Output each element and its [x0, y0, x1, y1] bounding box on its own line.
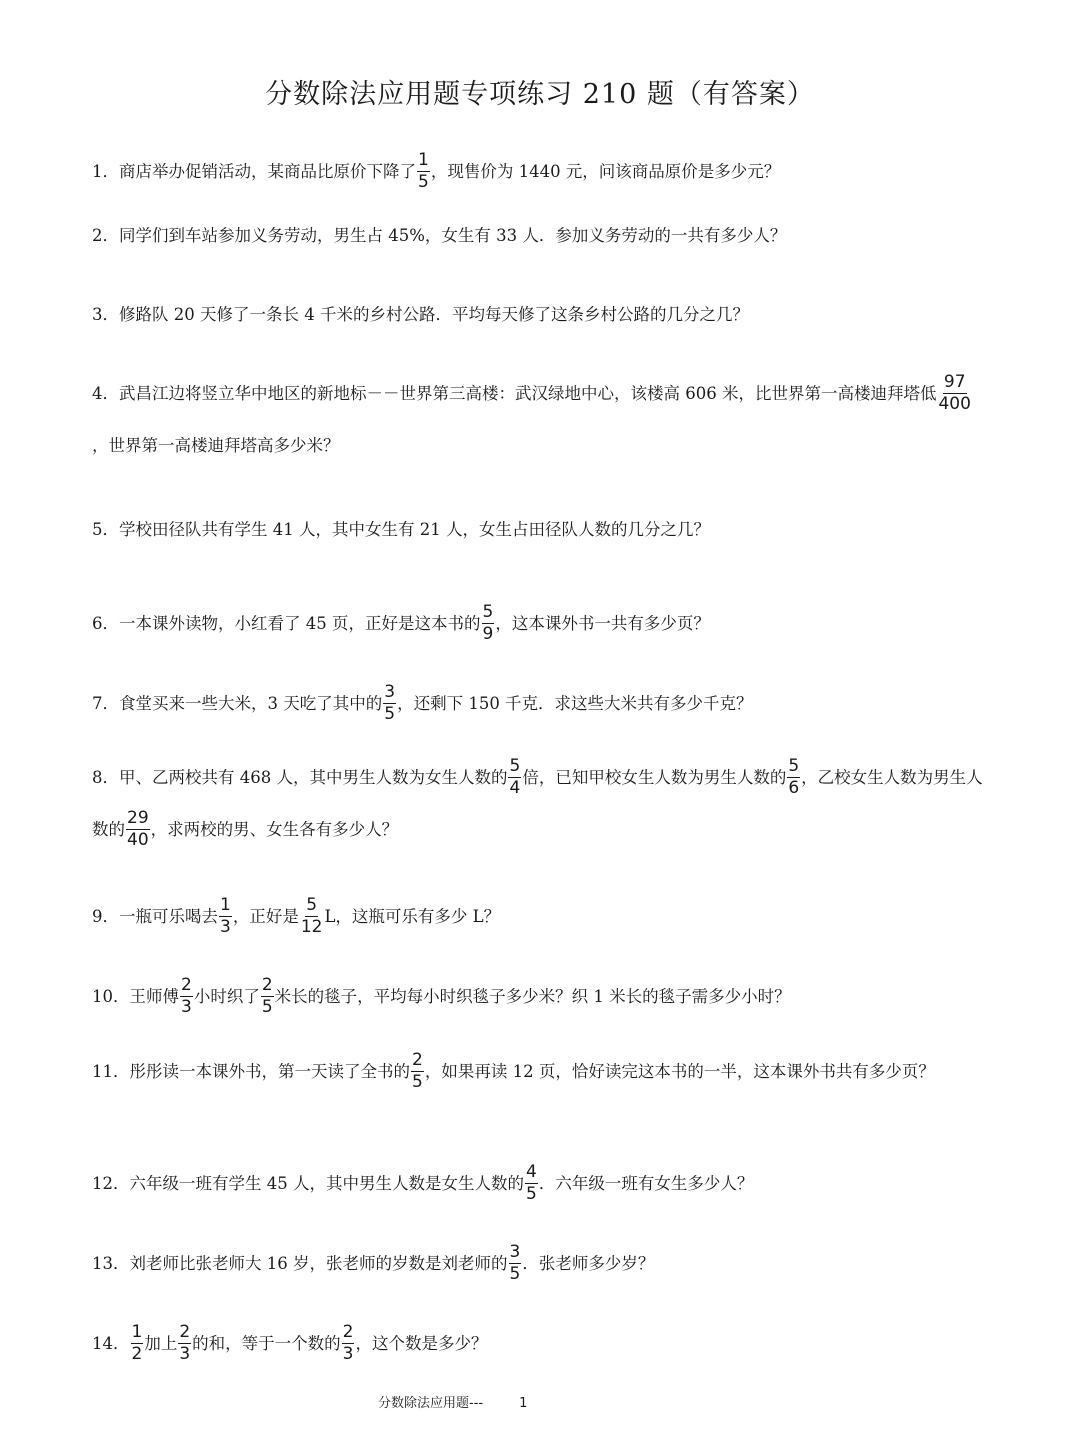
question-text: 刘老师比张老师大 16 岁，张老师的岁数是刘老师的 [129, 1254, 508, 1273]
question-text: ．六年级一班有女生多少人？ [538, 1174, 754, 1193]
question-7 [92, 684, 992, 725]
question-text: 食堂买来一些大米，3 天吃了其中的 [119, 694, 383, 713]
denominator: 5 [412, 1072, 423, 1092]
question-text: 米长的毯子，平均每小时织毯子多少米？织 1 米长的毯子需多少小时？ [274, 987, 791, 1006]
question-13 [92, 1244, 992, 1285]
question-number: 2． [92, 226, 119, 245]
page-title: 分数除法应用题专项练习 210 题（有答案） [265, 79, 815, 110]
numerator: 2 [179, 1322, 191, 1342]
question-text: 小时织了 [193, 987, 260, 1006]
numerator: 97 [943, 372, 966, 392]
numerator: 2 [342, 1322, 354, 1342]
question-number: 14． [92, 1334, 130, 1353]
denominator: 6 [788, 778, 800, 798]
fraction [126, 809, 150, 850]
question-text: 商店举办促销活动，某商品比原价下降了 [119, 162, 416, 181]
question-number: 9． [92, 907, 119, 926]
question-number: 7． [92, 694, 119, 713]
footer-label: 分数除法应用题--- [378, 1396, 484, 1411]
question-text: 倍，已知甲校女生人数为男生人数的 [522, 768, 787, 787]
fraction [937, 373, 971, 414]
numerator: 1 [220, 895, 231, 915]
question-number: 6． [92, 614, 119, 633]
denominator: 3 [181, 997, 192, 1017]
page-footer [378, 1392, 527, 1411]
numerator: 5 [509, 756, 521, 776]
question-text: 学校田径队共有学生 41 人，其中女生有 21 人，女生占田径队人数的几分之几？ [119, 520, 710, 539]
denominator: 9 [482, 624, 494, 644]
denominator: 5 [509, 1264, 521, 1284]
question-8 [92, 752, 987, 856]
question-number: 12． [92, 1174, 130, 1193]
question-6 [92, 604, 992, 645]
question-number: 4． [92, 384, 119, 403]
question-text: 一本课外读物，小红看了 45 页，正好是这本书的 [119, 614, 481, 633]
question-text: ．张老师多少岁？ [522, 1254, 655, 1273]
fraction [787, 757, 800, 798]
question-9 [92, 897, 992, 938]
fraction [383, 683, 396, 724]
page-number: 1 [519, 1396, 528, 1411]
denominator: 40 [127, 830, 149, 850]
question-4 [92, 368, 987, 472]
numerator: 3 [509, 1242, 521, 1262]
fraction [300, 896, 324, 937]
question-number: 11． [92, 1062, 130, 1081]
question-text: ，乙校女生人数为男生人数的 [92, 768, 983, 839]
denominator: 3 [220, 917, 231, 937]
question-number: 13． [92, 1254, 130, 1273]
numerator: 1 [418, 150, 429, 170]
question-5 [92, 515, 992, 545]
denominator: 3 [179, 1344, 191, 1364]
fraction [509, 1243, 522, 1284]
question-text: 一瓶可乐喝去 [119, 907, 218, 926]
fraction [508, 757, 521, 798]
question-text: L，这瓶可乐有多少 L？ [324, 907, 501, 926]
question-1 [92, 152, 992, 193]
denominator: 12 [300, 917, 323, 937]
numerator: 5 [306, 895, 318, 915]
question-number: 10． [92, 987, 130, 1006]
question-text: ，求两校的男、女生各有多少人？ [150, 820, 399, 839]
question-number: 5． [92, 520, 119, 539]
question-text: 同学们到车站参加义务劳动，男生占 45%，女生有 33 人．参加义务劳动的一共有多少人？ [119, 226, 787, 245]
question-text: 修路队 20 天修了一条长 4 千米的乡村公路．平均每天修了这条乡村公路的几分之几？ [119, 305, 749, 324]
numerator: 4 [526, 1162, 537, 1182]
numerator: 5 [482, 602, 494, 622]
question-14 [92, 1324, 992, 1365]
question-10 [92, 977, 992, 1018]
question-number: 8． [92, 768, 119, 787]
denominator: 5 [261, 997, 273, 1017]
numerator: 2 [412, 1050, 423, 1070]
question-text: 武昌江边将竖立华中地区的新地标－－世界第三高楼：武汉绿地中心，该楼高 606 米，比世界第一高楼迪拜塔低 [119, 384, 937, 403]
denominator: 5 [526, 1184, 537, 1204]
denominator: 5 [418, 172, 429, 192]
question-text: 的和，等于一个数的 [192, 1334, 341, 1353]
denominator: 5 [384, 704, 396, 724]
question-text: 加上 [144, 1334, 178, 1353]
fraction [219, 896, 232, 937]
fraction [417, 151, 430, 192]
numerator: 2 [261, 975, 273, 995]
numerator: 3 [384, 682, 396, 702]
question-number: 1． [92, 162, 119, 181]
question-text: ，正好是 [232, 907, 299, 926]
question-text: ，这本课外书一共有多少页？ [495, 614, 710, 633]
numerator: 1 [131, 1322, 143, 1342]
denominator: 400 [938, 394, 971, 414]
fraction [482, 603, 495, 644]
question-text: 甲、乙两校共有 468 人，其中男生人数为女生人数的 [119, 768, 508, 787]
denominator: 3 [342, 1344, 354, 1364]
question-text: ，这个数是多少？ [355, 1334, 488, 1353]
question-text: 六年级一班有学生 45 人，其中男生人数是女生人数的 [129, 1174, 524, 1193]
denominator: 4 [509, 778, 521, 798]
fraction [342, 1323, 355, 1364]
fraction [411, 1051, 424, 1092]
numerator: 2 [181, 975, 192, 995]
fraction [131, 1323, 144, 1364]
question-text: ，如果再读 12 页，恰好读完这本书的一半，这本课外书共有多少页？ [424, 1062, 935, 1081]
question-3 [92, 300, 992, 330]
fraction [261, 976, 274, 1017]
numerator: 29 [127, 808, 149, 828]
fraction [178, 1323, 191, 1364]
numerator: 5 [788, 756, 800, 776]
question-12 [92, 1164, 992, 1205]
fraction [180, 976, 193, 1017]
question-text: ，世界第一高楼迪拜塔高多少米？ [92, 436, 340, 455]
question-text: ，现售价为 1440 元，问该商品原价是多少元？ [430, 162, 781, 181]
fraction [525, 1163, 538, 1204]
denominator: 2 [131, 1344, 143, 1364]
question-text: 彤彤读一本课外书，第一天读了全书的 [129, 1062, 410, 1081]
question-11 [92, 1046, 987, 1098]
question-text: ，还剩下 150 千克．求这些大米共有多少千克？ [397, 694, 753, 713]
question-text: 王师傅 [129, 987, 179, 1006]
question-2 [92, 221, 992, 251]
question-number: 3． [92, 305, 119, 324]
